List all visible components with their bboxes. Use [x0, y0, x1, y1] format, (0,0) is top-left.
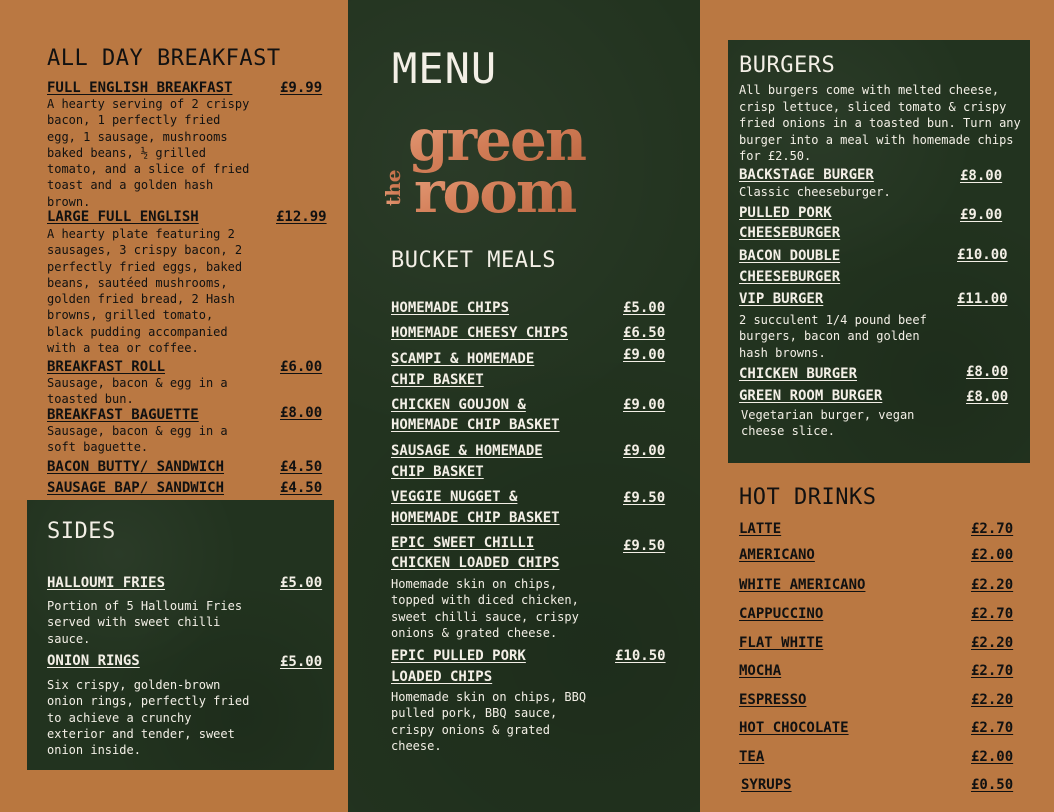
drink-item-price: £2.70 [971, 606, 1014, 622]
bucket-item-name: HOMEMADE CHEESY CHIPS [391, 325, 569, 341]
bucket-title: BUCKET MEALS [391, 248, 556, 273]
burger-item-price: £8.00 [966, 389, 1009, 405]
breakfast-item-price: £8.00 [280, 405, 323, 421]
drink-item-name: FLAT WHITE [739, 635, 824, 651]
bucket-item-name: CHICKEN GOUJON & [391, 397, 526, 413]
burger-item-name-line2: CHEESEBURGER [739, 269, 841, 285]
breakfast-item-name: BREAKFAST ROLL [47, 359, 166, 375]
bucket-item-name-line2: CHIP BASKET [391, 372, 484, 388]
drink-item-price: £2.00 [971, 749, 1014, 765]
drink-item-name: ESPRESSO [739, 692, 807, 708]
sides-item-name: ONION RINGS [47, 653, 140, 669]
sides-item-price: £5.00 [280, 654, 323, 670]
drink-item-name: AMERICANO [739, 547, 815, 563]
drinks-title: HOT DRINKS [739, 485, 877, 510]
bucket-item-name-line2: CHICKEN LOADED CHIPS [391, 555, 560, 571]
drink-item-price: £2.00 [971, 547, 1014, 563]
bucket-item-price: £10.50 [615, 648, 666, 664]
sides-item-price: £5.00 [280, 575, 323, 591]
burger-item-desc: Vegetarian burger, vegan cheese slice. [741, 408, 915, 439]
breakfast-item-desc: Sausage, bacon & egg in a toasted bun. [47, 376, 228, 407]
breakfast-item-price: £12.99 [276, 209, 327, 225]
bucket-item-price: £9.00 [623, 443, 666, 459]
breakfast-item-price: £9.99 [280, 80, 323, 96]
breakfast-item-price: £6.00 [280, 359, 323, 375]
burger-item-name: GREEN ROOM BURGER [739, 388, 883, 404]
sides-item-desc: Six crispy, golden-brown onion rings, perfectly fried to achieve a crunchy exterior and tender, sweet onion inside. [47, 678, 250, 758]
drink-item-price: £2.20 [971, 692, 1014, 708]
bucket-item-price: £9.50 [623, 538, 666, 554]
menu-title: MENU [392, 44, 498, 93]
green-room-logo [380, 96, 670, 220]
drink-item-price: £0.50 [971, 777, 1014, 793]
breakfast-item-price: £4.50 [280, 480, 323, 496]
burger-item-name-line2: CHEESEBURGER [739, 225, 841, 241]
drink-item-name: WHITE AMERICANO [739, 577, 866, 593]
breakfast-item-name: BREAKFAST BAGUETTE [47, 407, 199, 423]
logo-the: the [381, 169, 405, 206]
burger-item-price: £10.00 [957, 247, 1008, 263]
bucket-item-name-line2: HOMEMADE CHIP BASKET [391, 417, 560, 433]
burger-item-desc: Classic cheeseburger. [739, 185, 891, 199]
bucket-item-name: EPIC SWEET CHILLI [391, 535, 535, 551]
burger-item-name: CHICKEN BURGER [739, 366, 858, 382]
breakfast-item-price: £4.50 [280, 459, 323, 475]
breakfast-item-name: SAUSAGE BAP/ SANDWICH [47, 480, 225, 496]
bucket-item-name: EPIC PULLED PORK [391, 648, 526, 664]
burger-item-name: PULLED PORK [739, 205, 832, 221]
drink-item-price: £2.20 [971, 635, 1014, 651]
burger-item-price: £8.00 [966, 364, 1009, 380]
sides-item-desc: Portion of 5 Halloumi Fries served with sweet chilli sauce. [47, 599, 243, 646]
drink-item-name: TEA [739, 749, 765, 765]
logo-green: green [408, 106, 586, 174]
bucket-item-name: SAUSAGE & HOMEMADE [391, 443, 543, 459]
drink-item-price: £2.20 [971, 577, 1014, 593]
bucket-item-desc: Homemade skin on chips, topped with diced chicken, sweet chilli sauce, crispy onions & grated cheese. [391, 577, 579, 640]
bucket-item-name: VEGGIE NUGGET & [391, 489, 518, 505]
breakfast-item-name: LARGE FULL ENGLISH [47, 209, 199, 225]
drink-item-name: HOT CHOCOLATE [739, 720, 849, 736]
bucket-item-price: £6.50 [623, 325, 666, 341]
bucket-item-name-line2: CHIP BASKET [391, 464, 484, 480]
bucket-item-name-line2: LOADED CHIPS [391, 669, 493, 685]
burger-item-price: £9.00 [960, 207, 1003, 223]
breakfast-item-name: FULL ENGLISH BREAKFAST [47, 80, 233, 96]
bucket-item-desc: Homemade skin on chips, BBQ pulled pork, BBQ sauce, crispy onions & grated cheese. [391, 690, 587, 753]
drink-item-name: LATTE [739, 521, 782, 537]
drink-item-price: £2.70 [971, 720, 1014, 736]
bucket-item-price: £9.00 [623, 347, 666, 363]
burgers-title: BURGERS [739, 53, 836, 78]
burger-item-price: £8.00 [960, 168, 1003, 184]
bucket-item-name-line2: HOMEMADE CHIP BASKET [391, 510, 560, 526]
breakfast-item-name: BACON BUTTY/ SANDWICH [47, 459, 225, 475]
breakfast-item-desc: Sausage, bacon & egg in a soft baguette. [47, 424, 228, 455]
breakfast-title: ALL DAY BREAKFAST [47, 46, 281, 71]
burgers-intro: All burgers come with melted cheese, crisp lettuce, sliced tomato & crispy fried onions in a toasted bun. Turn any burger into a meal with homemade chips for £2.50. [739, 83, 1021, 163]
bucket-item-price: £5.00 [623, 300, 666, 316]
drink-item-price: £2.70 [971, 521, 1014, 537]
drink-item-price: £2.70 [971, 663, 1014, 679]
burger-item-desc: 2 succulent 1/4 pound beef burgers, bacon and golden hash browns. [739, 313, 927, 360]
bucket-item-name: HOMEMADE CHIPS [391, 300, 510, 316]
burger-item-name: VIP BURGER [739, 291, 824, 307]
bucket-item-name: SCAMPI & HOMEMADE [391, 351, 535, 367]
drink-item-name: SYRUPS [741, 777, 792, 793]
drink-item-name: MOCHA [739, 663, 782, 679]
burger-item-name: BACKSTAGE BURGER [739, 167, 874, 183]
drink-item-name: CAPPUCCINO [739, 606, 824, 622]
bucket-item-price: £9.50 [623, 490, 666, 506]
burger-item-name: BACON DOUBLE [739, 248, 841, 264]
breakfast-item-desc: A hearty plate featuring 2 sausages, 3 crispy bacon, 2 perfectly fried eggs, baked beans, sautéed mushrooms, golden fried bread, 2 Hash browns, grilled tomato, black pudding accompanied with a tea or coffee. [47, 227, 243, 356]
logo-room: room [414, 158, 576, 220]
sides-item-name: HALLOUMI FRIES [47, 575, 166, 591]
bucket-item-price: £9.00 [623, 397, 666, 413]
breakfast-item-desc: A hearty serving of 2 crispy bacon, 1 perfectly fried egg, 1 sausage, mushrooms baked beans, ½ grilled tomato, and a slice of fried toast and a golden hash brown. [47, 97, 250, 209]
sides-title: SIDES [47, 519, 116, 544]
burger-item-price: £11.00 [957, 291, 1008, 307]
